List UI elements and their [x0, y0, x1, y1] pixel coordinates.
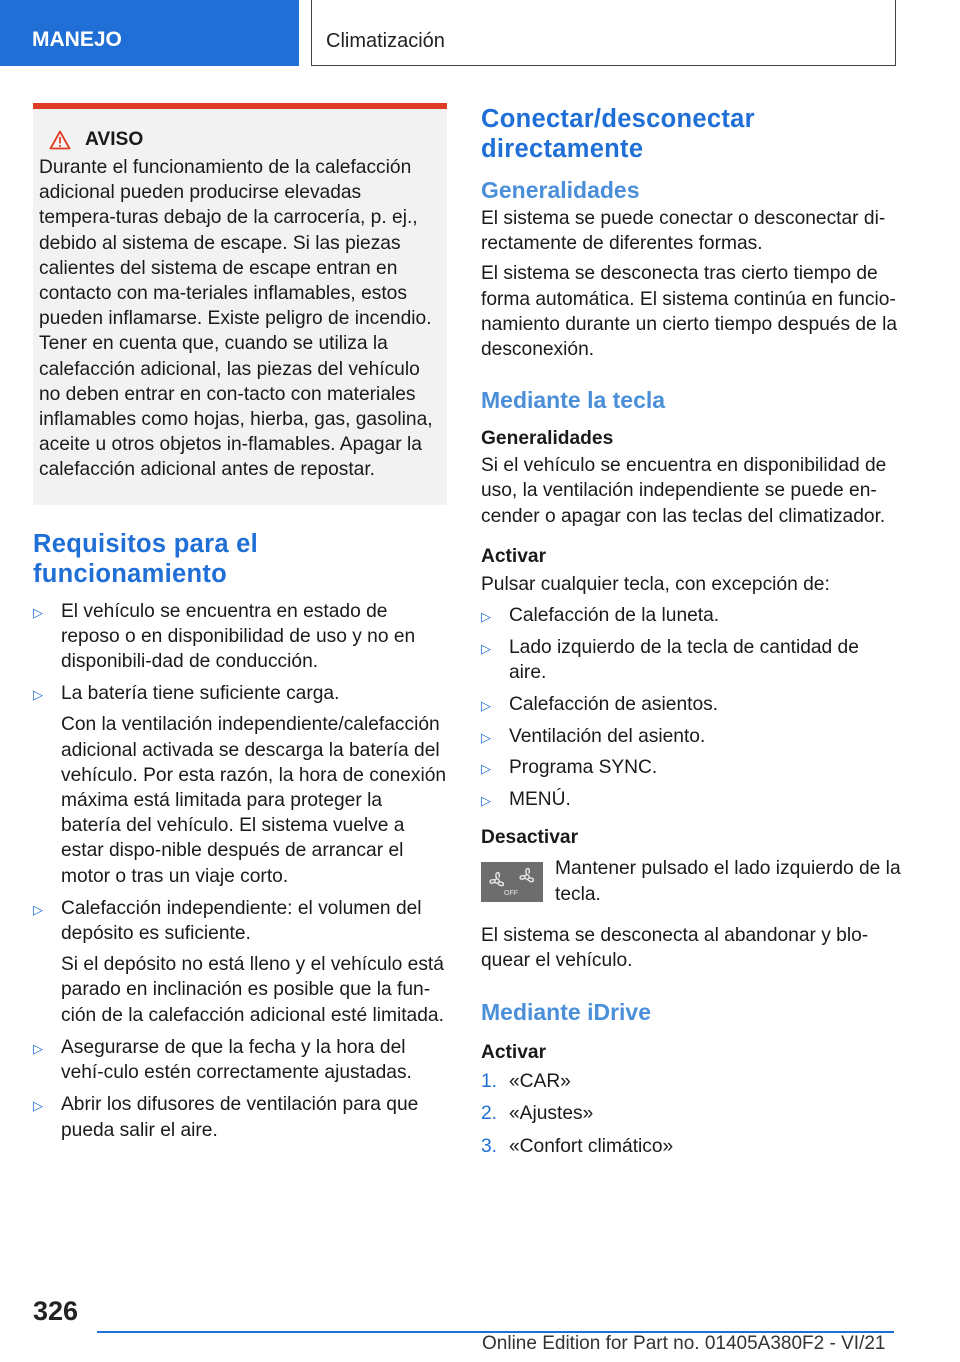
triangle-bullet-icon: ▷	[481, 729, 491, 745]
section-title: MANEJO	[32, 28, 122, 51]
tecla-activar-heading: Activar	[481, 545, 547, 567]
list-item	[481, 724, 901, 749]
list-item-text: Abrir los difusores de ventilación para que pueda salir el aire.	[61, 1094, 419, 1141]
left-column	[33, 103, 447, 1150]
list-item	[33, 599, 447, 675]
list-item-text: El vehículo se encuentra en estado de reposo o en disponibilidad de uso y no en disponibili-dad de conducción.	[61, 600, 416, 673]
step-text: «Confort climático»	[509, 1135, 674, 1157]
triangle-bullet-icon: ▷	[33, 1098, 43, 1114]
list-item-text: Ventilación del asiento.	[509, 725, 706, 747]
page-topic: Climatización	[326, 30, 445, 52]
list-item	[481, 692, 901, 717]
step-text: «CAR»	[509, 1071, 571, 1093]
list-item	[33, 1092, 447, 1142]
list-item	[33, 1035, 447, 1085]
svg-text:OFF: OFF	[504, 890, 518, 898]
triangle-bullet-icon: ▷	[33, 687, 43, 703]
tecla-generalidades-text: Si el vehículo se encuentra en disponibilidad de uso, la ventilación independiente se puede en-cender o apagar con las teclas del climatizador.	[481, 455, 887, 527]
list-item-text: Programa SYNC.	[509, 757, 658, 779]
tecla-desactivar-text: Mantener pulsado el lado izquierdo de la tecla.	[555, 858, 901, 905]
list-item	[481, 635, 901, 685]
list-item-text: Calefacción de asientos.	[509, 693, 719, 715]
generalidades-paragraph-2: El sistema se desconecta tras cierto tiempo de forma automática. El sistema continúa en funcio-namiento durante un cierto tiempo después de la desconexión.	[481, 263, 897, 361]
list-item	[481, 787, 901, 812]
list-item-text: Asegurarse de que la fecha y la hora del vehí-culo estén correctamente ajustadas.	[61, 1036, 412, 1084]
list-item-text: Lado izquierdo de la tecla de cantidad de aire.	[509, 636, 859, 684]
triangle-bullet-icon: ▷	[481, 640, 491, 656]
list-item-text: MENÚ.	[509, 789, 571, 811]
step-text: «Ajustes»	[509, 1103, 594, 1125]
requisitos-heading: Requisitos para el funcionamiento	[33, 529, 259, 588]
step-number: 3.	[481, 1135, 498, 1157]
generalidades-paragraph-1: El sistema se puede conectar o desconectar di-rectamente de diferentes formas.	[481, 208, 886, 255]
triangle-bullet-icon: ▷	[33, 1040, 43, 1056]
triangle-bullet-icon: ▷	[481, 793, 491, 809]
section-tab	[0, 0, 299, 66]
conectar-heading: Conectar/desconectar directamente	[481, 105, 755, 163]
step-item	[481, 1101, 901, 1126]
idrive-activar-heading: Activar	[481, 1042, 547, 1064]
right-column	[481, 103, 901, 1166]
triangle-bullet-icon: ▷	[33, 901, 43, 917]
tecla-desactivar-heading: Desactivar	[481, 827, 579, 849]
list-item-detail: Si el depósito no está lleno y el vehículo está parado en inclinación es posible que la fun-ción de la calefacción adicional esté limitada.	[61, 954, 444, 1026]
warning-header	[49, 129, 441, 151]
list-item-text: Calefacción independiente: el volumen del depósito es suficiente.	[61, 897, 422, 945]
tecla-generalidades-heading: Generalidades	[481, 428, 614, 450]
list-item	[481, 603, 901, 628]
warning-text: Durante el funcionamiento de la calefacción adicional pueden producirse elevadas tempera-turas debajo de la carrocería, p. ej., debido al sistema de escape. Si las piezas calientes del sistema de escape entran en contacto con ma-teriales inflamables, estos pueden inflamarse. Existe peligro de incendio. Tener en cuenta que, cuando se utiliza la calefacción adicional, las piezas del vehículo no deben entrar en con-tacto con materiales inflamables como hojas, hierba, gas, gasolina, aceite u otros objetos in-flamables. Apagar la calefacción adicional antes de repostar.	[39, 157, 433, 481]
tecla-activar-text: Pulsar cualquier tecla, con excepción de:	[481, 573, 830, 595]
list-item	[33, 681, 447, 889]
step-number: 1.	[481, 1071, 498, 1093]
step-item	[481, 1134, 901, 1159]
tecla-heading: Mediante la tecla	[481, 387, 666, 414]
idrive-heading: Mediante iDrive	[481, 999, 651, 1026]
requisitos-list	[33, 599, 447, 1143]
list-item-text: La batería tiene suficiente carga.	[61, 683, 340, 705]
generalidades-heading: Generalidades	[481, 177, 640, 203]
page-number: 326	[33, 1296, 79, 1326]
step-item	[481, 1069, 901, 1094]
list-item-text: Calefacción de la luneta.	[509, 605, 720, 627]
triangle-bullet-icon: ▷	[481, 697, 491, 713]
fan-off-key-icon	[481, 862, 543, 902]
step-number: 2.	[481, 1103, 498, 1125]
tecla-desactivar-note: El sistema se desconecta al abandonar y blo-quear el vehículo.	[481, 924, 869, 972]
warning-triangle-icon	[49, 130, 71, 150]
triangle-bullet-icon: ▷	[481, 761, 491, 777]
tecla-activar-list	[481, 603, 901, 812]
triangle-bullet-icon: ▷	[481, 609, 491, 625]
warning-title: AVISO	[85, 129, 144, 150]
desactivar-key-row	[481, 856, 901, 906]
list-item-detail: Con la ventilación independiente/calefacción adicional activada se descarga la batería del vehículo. Por esta razón, la hora de conexión máxima está limitada para proteger la batería del vehículo. El sistema vuelve a estar dispo-nible después de arrancar el motor o tras un viaje corto.	[61, 714, 447, 887]
idrive-steps	[481, 1069, 901, 1159]
list-item	[481, 755, 901, 780]
triangle-bullet-icon: ▷	[33, 604, 43, 620]
footer-edition: Online Edition for Part no. 01405A380F2 - VI/21	[482, 1333, 886, 1354]
list-item	[33, 896, 447, 1028]
warning-box	[33, 103, 447, 505]
